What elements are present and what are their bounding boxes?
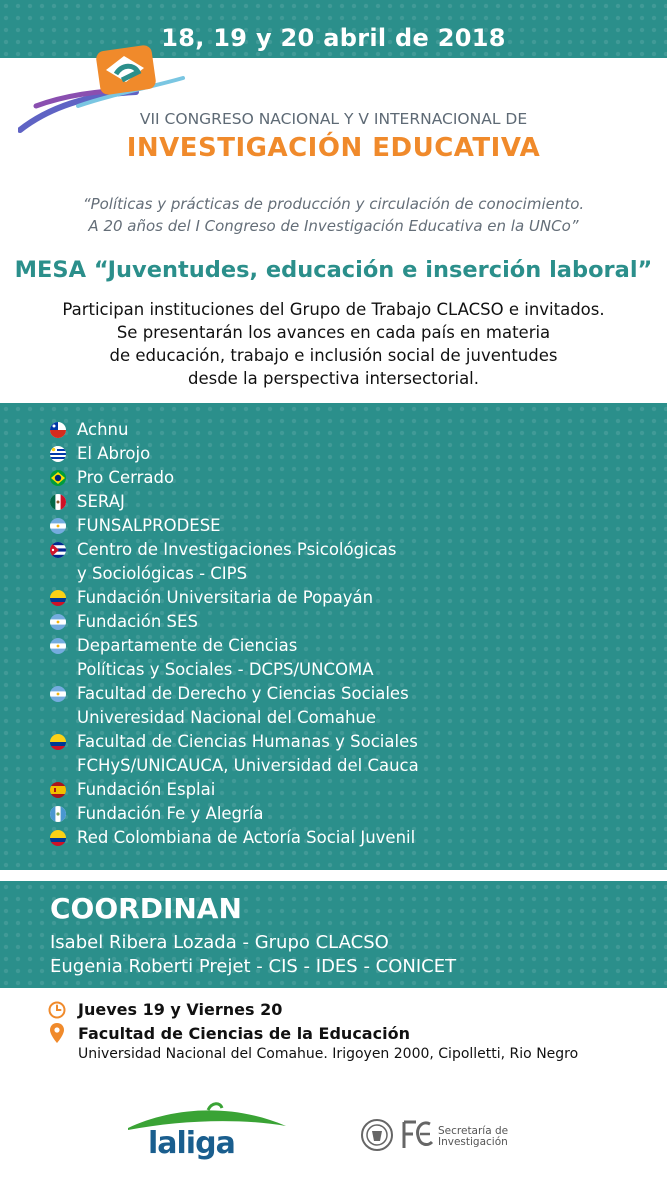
congress-title: INVESTIGACIÓN EDUCATIVA: [126, 133, 541, 163]
institution-name: El Abrojo: [77, 444, 151, 463]
cuba-flag-icon: [50, 542, 66, 558]
institution-name: Departamente de Ciencias: [77, 636, 298, 655]
desc-line: Se presentarán los avances en cada país en materia: [116, 323, 551, 342]
institution-name: Fundación Fe y Alegría: [77, 804, 264, 823]
event-venue: Facultad de Ciencias de la Educación: [78, 1024, 410, 1043]
event-days: Jueves 19 y Viernes 20: [78, 1000, 283, 1019]
argentina-flag-icon: [50, 518, 66, 534]
institution-item: [50, 418, 419, 442]
spain-flag-icon: [50, 782, 66, 798]
institution-item: [50, 826, 419, 850]
institution-name: Pro Cerrado: [77, 468, 175, 487]
clock-icon: [48, 1001, 66, 1019]
colombia-flag-icon: [50, 590, 66, 606]
quote-line-1: “Políticas y prácticas de producción y circulación de conocimiento.: [82, 195, 585, 213]
institution-name: Fundación Universitaria de Popayán: [77, 588, 374, 607]
quote-line-2: A 20 años del I Congreso de Investigación Educativa en la UNCo”: [88, 217, 579, 235]
desc-line: de educación, trabajo e inclusión social de juventudes: [109, 346, 558, 365]
institution-name: Centro de Investigaciones Psicológicas: [77, 540, 397, 559]
argentina-flag-icon: [50, 686, 66, 702]
location-pin-icon: [50, 1023, 64, 1043]
brazil-flag-icon: [50, 470, 66, 486]
institution-name: Univeresidad Nacional del Comahue: [77, 708, 377, 727]
congress-quote: [0, 193, 667, 237]
laliga-wordmark: laliga: [148, 1126, 235, 1161]
institution-name: Facultad de Derecho y Ciencias Sociales: [77, 684, 409, 703]
mesa-title: MESA “Juventudes, educación e inserción laboral”: [14, 257, 653, 283]
guatemala-flag-icon: [50, 806, 66, 822]
secretaria-label: [438, 1126, 508, 1148]
secretaria-line-1: Secretaría de: [438, 1125, 509, 1137]
uruguay-flag-icon: [50, 446, 66, 462]
event-address: Universidad Nacional del Comahue. Irigoyen 2000, Cipolletti, Rio Negro: [78, 1046, 579, 1062]
chile-flag-icon: [50, 422, 66, 438]
institution-name: Achnu: [77, 420, 129, 439]
institution-item: [50, 610, 419, 634]
university-seal-icon: [360, 1118, 394, 1152]
coordinator-name: Eugenia Roberti Prejet - CIS - IDES - CONICET: [50, 956, 457, 977]
colombia-flag-icon: [50, 734, 66, 750]
argentina-flag-icon: [50, 638, 66, 654]
institution-item: [50, 538, 419, 586]
institution-item: [50, 514, 419, 538]
fce-logo-icon: [400, 1118, 434, 1152]
institution-name: Fundación SES: [77, 612, 198, 631]
coordinator-name: Isabel Ribera Lozada - Grupo CLACSO: [50, 932, 389, 953]
colombia-flag-icon: [50, 830, 66, 846]
institution-name: Facultad de Ciencias Humanas y Sociales: [77, 732, 418, 751]
secretaria-line-2: Investigación: [438, 1136, 508, 1148]
congress-subtitle: VII CONGRESO NACIONAL Y V INTERNACIONAL DE: [139, 110, 528, 128]
institution-item: [50, 802, 419, 826]
institutions-list: [50, 418, 419, 850]
mexico-flag-icon: [50, 494, 66, 510]
institution-name: Políticas y Sociales - DCPS/UNCOMA: [77, 660, 374, 679]
institution-name: y Sociológicas - CIPS: [77, 564, 248, 583]
institution-name: Fundación Esplai: [77, 780, 216, 799]
institution-item: [50, 442, 419, 466]
mesa-description: [0, 298, 667, 390]
institution-name: Red Colombiana de Actoría Social Juvenil: [77, 828, 416, 847]
desc-line: desde la perspectiva intersectorial.: [187, 369, 480, 388]
institution-item: [50, 682, 419, 730]
institution-item: [50, 586, 419, 610]
institution-name: SERAJ: [77, 492, 125, 511]
desc-line: Participan instituciones del Grupo de Trabajo CLACSO e invitados.: [62, 300, 605, 319]
argentina-flag-icon: [50, 614, 66, 630]
coordinan-title: COORDINAN: [50, 892, 242, 925]
institution-item: [50, 466, 419, 490]
institution-item: [50, 634, 419, 682]
institution-name: FUNSALPRODESE: [77, 516, 221, 535]
institution-item: [50, 490, 419, 514]
institution-item: [50, 730, 419, 778]
institution-item: [50, 778, 419, 802]
institution-name: FCHyS/UNICAUCA, Universidad del Cauca: [77, 756, 419, 775]
event-date: 18, 19 y 20 abril de 2018: [161, 24, 506, 52]
